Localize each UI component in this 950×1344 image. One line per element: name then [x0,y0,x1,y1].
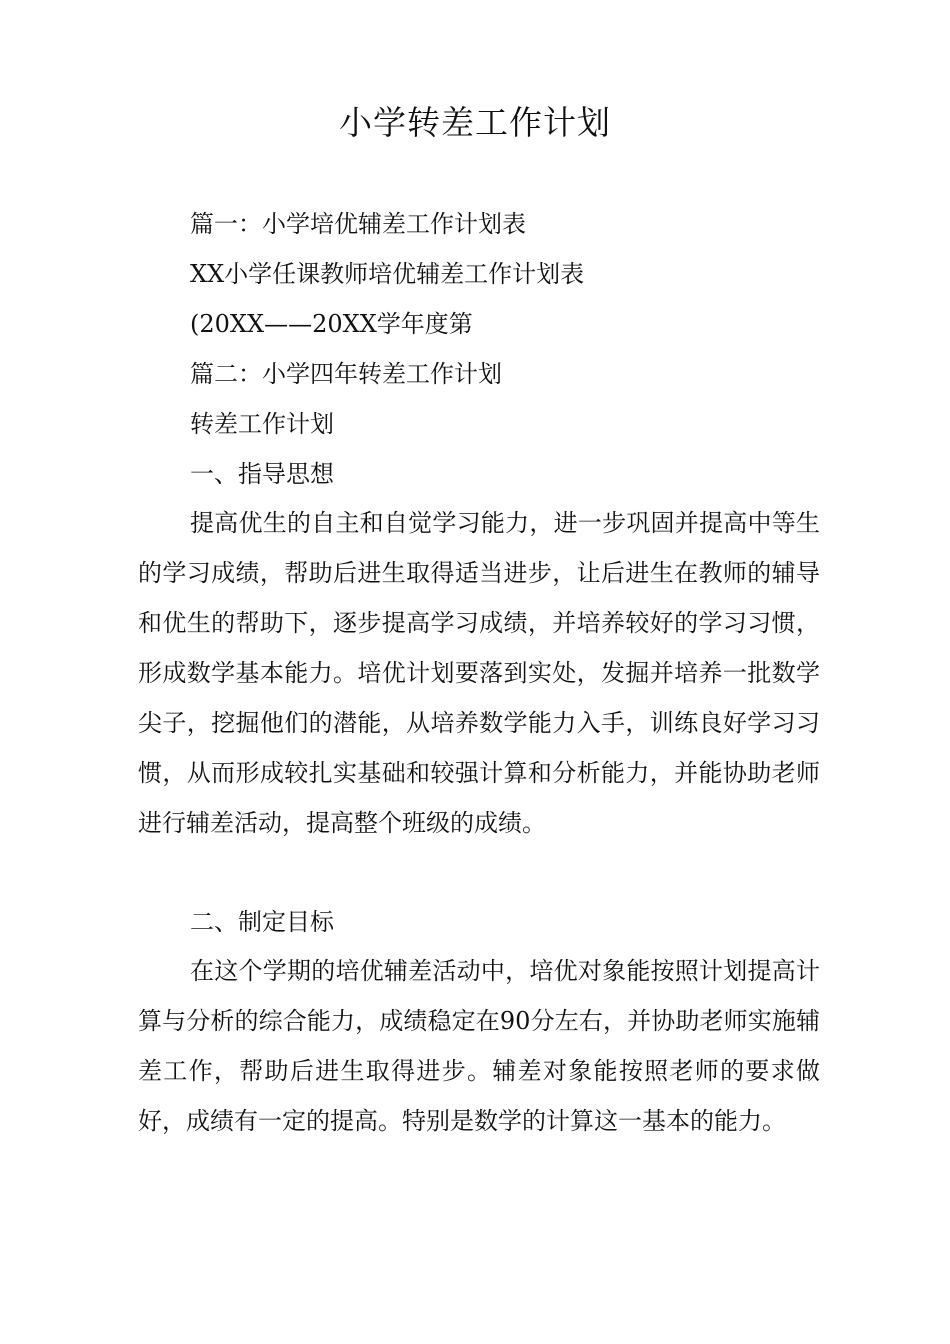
section-two-heading: 二、制定目标 [190,908,334,936]
part-two-heading: 篇二：小学四年转差工作计划 [190,360,502,388]
section-two-paragraph: 在这个学期的培优辅差活动中，培优对象能按照计划提高计算与分析的综合能力，成绩稳定在90分左右，并协助老师实施辅差工作，帮助后进生取得进步。辅差对象能按照老师的要求做好，成绩有一定的提高。特别是数学的计算这一基本的能力。 [138,957,820,1135]
section-one-heading: 一、指导思想 [190,460,334,488]
school-year-line: (20XX——20XX学年度第 [190,310,473,338]
part-one-heading: 篇一：小学培优辅差工作计划表 [190,210,526,238]
document-title: 小学转差工作计划 [339,103,611,142]
plan-subtitle: 转差工作计划 [190,410,334,438]
section-one-paragraph: 提高优生的自主和自觉学习能力，进一步巩固并提高中等生的学习成绩，帮助后进生取得适当进步，让后进生在教师的辅导和优生的帮助下，逐步提高学习成绩，并培养较好的学习习惯，形成数学基本能力。培优计划要落到实处，发掘并培养一批数学尖子，挖掘他们的潜能，从培养数学能力入手，训练良好学习习惯，从而形成较扎实基础和较强计算和分析能力，并能协助老师进行辅差活动，提高整个班级的成绩。 [138,509,820,837]
plan-table-heading: XX小学任课教师培优辅差工作计划表 [190,260,585,288]
